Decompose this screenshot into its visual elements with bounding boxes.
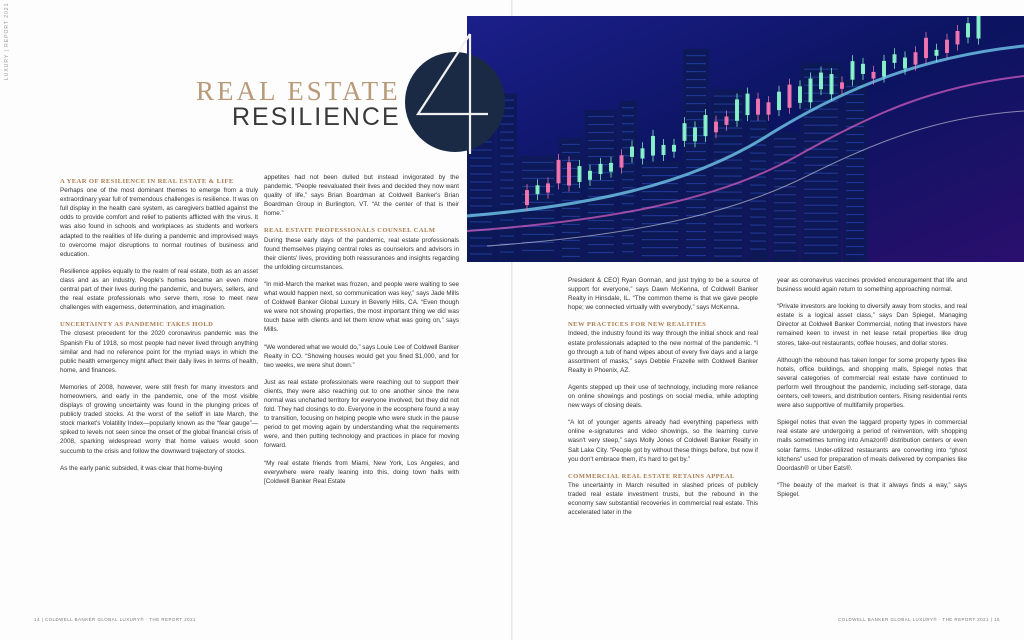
- building-window-row: [774, 178, 796, 179]
- section-heading: REAL ESTATE PROFESSIONALS COUNSEL CALM: [264, 227, 436, 235]
- building-window-row: [622, 227, 634, 228]
- building-window-row: [686, 207, 706, 208]
- title-line-1: REAL ESTATE: [196, 76, 401, 106]
- paragraph: Perhaps one of the most dominant themes to emerge from a truly extraordinary year full of tremendous challenges is resilience. It was on full display in the health care system, as caregivers battled against the odds to provide comfort and relief to patients afflicted with the virus. It was also found in schools and workplaces as students and workers adapted to the realities of life during a pandemic and improvised ways to overcome major disruptions to normal routines of business and education.: [60, 187, 258, 258]
- building-window-row: [714, 239, 742, 240]
- building-window-row: [588, 252, 614, 253]
- building-window-row: [750, 232, 766, 233]
- building-window-row: [686, 191, 706, 192]
- building-window-row: [642, 247, 678, 248]
- building-window-row: [686, 239, 706, 240]
- building-window-row: [774, 250, 796, 251]
- building-window-row: [750, 216, 766, 217]
- building-window-row: [804, 181, 838, 182]
- paragraph: Although the rebound has taken longer for some property types like hotels, office buildings, and shopping malls, Spiegel notes that several categories of commercial real estate have continued to perform well throughout the pandemic, including self-storage, data centers, cell towers, and distribution centers. Rising residential rents were also supportive of multifamily properties.: [777, 356, 967, 410]
- building-window-row: [588, 228, 614, 229]
- paragraph: President & CEO] Ryan Gorman, and just trying to be a source of support for everyone,” says Dawn McKenna, of Coldwell Banker Realty in Hinsdale, IL. “The common theme is that we gave people hope; we connected virtually with everybody,” says McKenna.: [568, 277, 758, 312]
- article-column-4: [777, 276, 967, 507]
- building-window-row: [562, 144, 580, 145]
- building-window-row: [846, 134, 864, 135]
- paragraph: year as coronavirus vaccines provided encouragement that life and business would again return to something approaching normal.: [777, 277, 967, 294]
- building-window-row: [750, 192, 766, 193]
- paragraph: appetites had not been dulled but instead invigorated by the pandemic. “People reevaluated their lives and decided they now want quality of life,” says Brian Boardman at Coldwell Banker's Brian Boardman Group in Burlington, VT. “At the center of that is their home.”: [264, 174, 459, 218]
- building-window-row: [642, 231, 678, 232]
- candlestick-body: [830, 74, 834, 94]
- candlestick-body: [693, 127, 697, 141]
- building-window-row: [686, 151, 706, 152]
- building-window-row: [774, 146, 796, 147]
- building-window-row: [470, 197, 492, 198]
- building-window-row: [562, 248, 580, 249]
- building-window-row: [804, 141, 838, 142]
- building-window-row: [714, 231, 742, 232]
- building-window-row: [846, 182, 864, 183]
- paragraph: Indeed, the industry found its way through the initial shock and real estate professionals adapted to the new normal of the pandemic. “I go through a tub of hand wipes about of every five days and a large assortment of masks,” says Debbie Frazelle with Coldwell Banker Realty in Phoenix, AZ.: [568, 330, 758, 374]
- candlestick-body: [767, 102, 771, 114]
- candlestick-body: [945, 40, 949, 53]
- building-window-row: [500, 139, 514, 140]
- building-window-row: [588, 116, 614, 117]
- building-window-row: [642, 167, 678, 168]
- candlestick-body: [620, 155, 624, 167]
- candlestick-body: [809, 78, 813, 102]
- building-window-row: [774, 194, 796, 195]
- hero-graphic: [467, 16, 1024, 262]
- building-window-row: [470, 237, 492, 238]
- building-window-row: [846, 190, 864, 191]
- building-window-row: [622, 251, 634, 252]
- building-window-row: [642, 255, 678, 256]
- building-window-row: [686, 119, 706, 120]
- building-window-row: [500, 123, 514, 124]
- building-window-row: [804, 133, 838, 134]
- candlestick-body: [882, 61, 886, 77]
- building-window-row: [714, 199, 742, 200]
- building-window-row: [846, 254, 864, 255]
- building-window-row: [750, 168, 766, 169]
- building-window-row: [562, 208, 580, 209]
- building-window-row: [804, 197, 838, 198]
- candlestick-body: [672, 145, 676, 152]
- candlestick-body: [956, 31, 960, 44]
- building-window-row: [804, 189, 838, 190]
- building-window-row: [804, 165, 838, 166]
- building-window-row: [714, 247, 742, 248]
- paragraph: “A lot of younger agents already had everything paperless with online e-signatures and video showings, so the learning curve wasn't very steep,” says Molly Jones of Coldwell Banker Realty in Salt Lake City. “People got by without these things before, but now if you don't embrace them, it's hard to get by.”: [568, 419, 758, 463]
- building-window-row: [622, 163, 634, 164]
- building-window-row: [588, 244, 614, 245]
- building-window-row: [588, 220, 614, 221]
- building-window-row: [846, 118, 864, 119]
- skyline-building: [619, 101, 637, 262]
- building-window-row: [622, 131, 634, 132]
- candlestick-body: [977, 16, 981, 39]
- candlestick-body: [935, 50, 939, 56]
- candlestick-body: [914, 52, 918, 64]
- building-window-row: [588, 124, 614, 125]
- side-label: LUXURY | REPORT 2021: [4, 2, 10, 80]
- building-window-row: [686, 223, 706, 224]
- building-window-row: [562, 152, 580, 153]
- building-window-row: [846, 166, 864, 167]
- hero-image-stock-chart: [467, 16, 1024, 262]
- paragraph: “My real estate friends from Miami, New York, Los Angeles, and everywhere were really leaning into this, doing town halls with [Coldwell Banker Real Estate: [264, 459, 459, 485]
- building-window-row: [714, 95, 742, 96]
- building-window-row: [750, 160, 766, 161]
- building-window-row: [774, 242, 796, 243]
- building-window-row: [846, 110, 864, 111]
- building-window-row: [846, 174, 864, 175]
- number-four-glyph: [412, 28, 492, 158]
- candlestick-body: [777, 92, 781, 110]
- candlestick-body: [924, 38, 928, 58]
- building-window-row: [622, 243, 634, 244]
- building-window-row: [500, 219, 514, 220]
- building-window-row: [686, 143, 706, 144]
- building-window-row: [846, 230, 864, 231]
- building-window-row: [622, 107, 634, 108]
- building-window-row: [686, 255, 706, 256]
- building-window-row: [588, 204, 614, 205]
- building-window-row: [750, 240, 766, 241]
- building-window-row: [622, 171, 634, 172]
- candlestick-body: [599, 164, 603, 174]
- building-window-row: [500, 171, 514, 172]
- building-window-row: [714, 255, 742, 256]
- building-window-row: [714, 143, 742, 144]
- paragraph: Agents stepped up their use of technology, including more reliance on online showings and postings on social media, while adopting new ways of closing deals.: [568, 383, 758, 410]
- building-window-row: [470, 189, 492, 190]
- building-window-row: [622, 139, 634, 140]
- building-window-row: [804, 117, 838, 118]
- candlestick-body: [609, 163, 613, 172]
- building-window-row: [522, 162, 554, 163]
- building-window-row: [804, 229, 838, 230]
- building-window-row: [686, 159, 706, 160]
- building-window-row: [750, 128, 766, 129]
- building-window-row: [500, 147, 514, 148]
- building-window-row: [522, 250, 554, 251]
- candlestick-body: [536, 185, 540, 194]
- candlestick-body: [588, 171, 592, 180]
- footer-right: COLDWELL BANKER GLOBAL LUXURY® · THE REPORT 2021 | 15: [838, 617, 1000, 622]
- candlestick-body: [861, 64, 865, 74]
- building-window-row: [522, 178, 554, 179]
- building-window-row: [686, 71, 706, 72]
- building-window-row: [686, 95, 706, 96]
- building-window-row: [846, 246, 864, 247]
- building-window-row: [846, 198, 864, 199]
- building-window-row: [588, 156, 614, 157]
- candlestick-body: [525, 190, 529, 205]
- building-window-row: [470, 221, 492, 222]
- building-window-row: [622, 219, 634, 220]
- building-window-row: [686, 87, 706, 88]
- building-window-row: [562, 240, 580, 241]
- building-window-row: [642, 215, 678, 216]
- building-window-row: [846, 222, 864, 223]
- building-window-row: [686, 55, 706, 56]
- building-window-row: [562, 200, 580, 201]
- building-window-row: [774, 138, 796, 139]
- building-window-row: [562, 192, 580, 193]
- building-window-row: [642, 239, 678, 240]
- building-window-row: [562, 224, 580, 225]
- building-window-row: [774, 154, 796, 155]
- paragraph: Memories of 2008, however, were still fresh for many investors and homeowners, and early in the pandemic, one of the most visible displays of growing uncertainty was found in the plunging prices of publicly traded stocks. At the worst of the selloff in late March, the stock market's Volatility Index—popularly known as the “fear gauge”—spiked to levels not seen since the onset of the global financial crisis of 2008, sparking widespread worry that home values would soon succumb to the crisis and follow the downward trajectory of stocks.: [60, 383, 258, 455]
- building-window-row: [686, 63, 706, 64]
- building-window-row: [774, 170, 796, 171]
- building-window-row: [562, 216, 580, 217]
- building-window-row: [804, 245, 838, 246]
- building-window-row: [562, 160, 580, 161]
- building-window-row: [470, 181, 492, 182]
- building-window-row: [804, 253, 838, 254]
- building-window-row: [804, 157, 838, 158]
- building-window-row: [588, 180, 614, 181]
- building-window-row: [622, 179, 634, 180]
- paragraph: “We wondered what we would do,” says Louie Lee of Coldwell Banker Realty in CO. “Showing houses would get you fined $1,000, and for two weeks, we were shut down.”: [264, 343, 459, 369]
- building-window-row: [846, 142, 864, 143]
- section-heading: UNCERTAINTY AS PANDEMIC TAKES HOLD: [60, 321, 214, 329]
- building-window-row: [588, 212, 614, 213]
- paragraph: “The beauty of the market is that it always finds a way,” says Spiegel.: [777, 481, 967, 498]
- paragraph: Spiegel notes that even the laggard property types in commercial real estate are undergoing a period of reinvention, with shopping malls sometimes turning into Amazon® distribution centers or even solar farms. Under-utilized restaurants are converting into “ghost kitchens” used for preparation of meals delivered by companies like Doordash® or Uber Eats®.: [777, 419, 967, 472]
- candlestick-body: [966, 23, 970, 37]
- candlestick-body: [788, 85, 792, 108]
- building-window-row: [714, 191, 742, 192]
- candlestick-body: [683, 123, 687, 141]
- building-window-row: [622, 203, 634, 204]
- paragraph: “Private investors are looking to diversify away from stocks, and real estate is a logical asset class,” says Dan Spiegel, Managing Director at Coldwell Banker Commercial, noting that investors have remained keen to invest in net lease retail properties like drug stores, take-out restaurants, coffee houses, and dollar stores.: [777, 303, 967, 347]
- building-window-row: [470, 253, 492, 254]
- building-window-row: [686, 247, 706, 248]
- candlestick-body: [557, 160, 561, 183]
- building-window-row: [642, 199, 678, 200]
- candlestick-body: [630, 147, 634, 157]
- building-window-row: [642, 191, 678, 192]
- building-window-row: [622, 123, 634, 124]
- building-window-row: [470, 205, 492, 206]
- article-column-3: [568, 276, 758, 525]
- building-window-row: [642, 175, 678, 176]
- building-window-row: [714, 223, 742, 224]
- building-window-row: [500, 203, 514, 204]
- section-heading: NEW PRACTICES FOR NEW REALITIES: [568, 321, 707, 329]
- footer-left: 14 | COLDWELL BANKER GLOBAL LUXURY® · THE REPORT 2021: [34, 617, 196, 622]
- building-window-row: [686, 183, 706, 184]
- building-window-row: [588, 236, 614, 237]
- building-window-row: [500, 155, 514, 156]
- building-window-row: [686, 231, 706, 232]
- building-window-row: [470, 165, 492, 166]
- building-window-row: [522, 218, 554, 219]
- building-window-row: [774, 210, 796, 211]
- candlestick-body: [819, 73, 823, 90]
- candlestick-body: [746, 94, 750, 115]
- building-window-row: [522, 170, 554, 171]
- candlestick-body: [662, 145, 666, 155]
- candlestick-body: [798, 86, 802, 103]
- building-window-row: [804, 237, 838, 238]
- candlestick-body: [546, 183, 550, 192]
- candlestick-body: [872, 72, 876, 79]
- building-window-row: [750, 208, 766, 209]
- candlestick-body: [840, 82, 844, 88]
- building-window-row: [750, 248, 766, 249]
- building-window-row: [714, 167, 742, 168]
- building-window-row: [750, 200, 766, 201]
- candlestick-body: [851, 61, 855, 80]
- candlestick-body: [704, 115, 708, 136]
- building-window-row: [804, 221, 838, 222]
- building-window-row: [588, 188, 614, 189]
- building-window-row: [774, 226, 796, 227]
- candlestick-body: [714, 122, 718, 133]
- building-window-row: [846, 102, 864, 103]
- building-window-row: [750, 224, 766, 225]
- building-window-row: [804, 205, 838, 206]
- building-window-row: [714, 127, 742, 128]
- title-line-2: RESILIENCE: [232, 103, 401, 131]
- candlestick-body: [578, 166, 582, 182]
- building-window-row: [500, 179, 514, 180]
- building-window-row: [622, 115, 634, 116]
- building-window-row: [588, 148, 614, 149]
- building-window-row: [846, 158, 864, 159]
- building-window-row: [622, 235, 634, 236]
- paragraph: Resilience applies equally to the realm of real estate, both as an asset class and as an industry. People's homes became an even more central part of their lives during the pandemic, and buyers, sellers, and the real estate professionals who serve them, rose to meet new challenges with eagerness, determination, and imagination.: [60, 267, 258, 312]
- building-window-row: [714, 215, 742, 216]
- building-window-row: [500, 251, 514, 252]
- building-window-row: [588, 140, 614, 141]
- candlestick-body: [725, 117, 729, 125]
- building-window-row: [500, 195, 514, 196]
- building-window-row: [522, 234, 554, 235]
- paragraph: “In mid-March the market was frozen, and people were waiting to see what would happen next, so communication was key,” says Jade Mills of Coldwell Banker Global Luxury in Beverly Hills, CA. “Even though we were not showing properties, the most important thing we did was touch base with clients and let them know what was going on,” says Mills.: [264, 280, 459, 334]
- article-column-1: [60, 173, 258, 481]
- building-window-row: [846, 238, 864, 239]
- building-window-row: [500, 131, 514, 132]
- candlestick-body: [735, 99, 739, 120]
- building-window-row: [500, 163, 514, 164]
- building-window-row: [470, 173, 492, 174]
- building-window-row: [686, 103, 706, 104]
- building-window-row: [686, 111, 706, 112]
- skyline-building: [843, 80, 867, 262]
- building-window-row: [500, 187, 514, 188]
- paragraph: As the early panic subsided, it was clear that home-buying: [60, 464, 223, 472]
- building-window-row: [714, 175, 742, 176]
- building-window-row: [774, 234, 796, 235]
- building-window-row: [686, 79, 706, 80]
- building-window-row: [562, 232, 580, 233]
- building-window-row: [804, 173, 838, 174]
- building-window-row: [750, 184, 766, 185]
- paragraph: The closest precedent for the 2020 coronavirus pandemic was the Spanish Flu of 1918, so most people had never lived through anything similar and had no reference point for the myriad ways in which the public health emergency might affect their daily lives in terms of health, home, and finances.: [60, 330, 258, 374]
- building-window-row: [804, 213, 838, 214]
- paragraph: Just as real estate professionals were reaching out to support their clients, they were also reaching out to one another since the new normal was uncharted territory for everyone involved, but they did not fold. They had closings to do. Everyone in the ecosphere found a way to transition, focusing on helping people who were stuck in the pause period to get moving again by understanding what the requirements were, and then putting technology and practices in place for moving forward.: [264, 378, 459, 450]
- building-window-row: [804, 125, 838, 126]
- candlestick-body: [651, 136, 655, 156]
- building-window-row: [622, 195, 634, 196]
- building-window-row: [714, 135, 742, 136]
- building-window-row: [774, 202, 796, 203]
- skyline-building: [683, 49, 709, 262]
- building-window-row: [500, 235, 514, 236]
- building-window-row: [622, 187, 634, 188]
- building-window-row: [846, 206, 864, 207]
- building-window-row: [774, 218, 796, 219]
- candlestick-body: [756, 99, 760, 115]
- candlestick-body: [567, 162, 571, 185]
- building-window-row: [846, 94, 864, 95]
- section-heading: A YEAR OF RESILIENCE IN REAL ESTATE & LIFE: [60, 178, 234, 185]
- candlestick-body: [641, 148, 645, 158]
- building-window-row: [846, 214, 864, 215]
- article-column-2: [264, 173, 459, 494]
- building-window-row: [750, 152, 766, 153]
- building-window-row: [804, 109, 838, 110]
- section-heading: COMMERCIAL REAL ESTATE RETAINS APPEAL: [568, 472, 735, 480]
- building-window-row: [588, 132, 614, 133]
- paragraph: During these early days of the pandemic, real estate professionals found themselves playing central roles as counselors and advisors in their clients' lives, providing both reassurances and insights regarding the unfolding circumstances.: [264, 236, 459, 271]
- candlestick-body: [903, 58, 907, 69]
- paragraph: The uncertainty in March resulted in slashed prices of publicly traded real estate investment trusts, but the rebound in the economy saw substantial recoveries in commercial real estate. This accelerated later in the: [568, 481, 758, 517]
- building-window-row: [562, 256, 580, 257]
- candlestick-body: [893, 54, 897, 63]
